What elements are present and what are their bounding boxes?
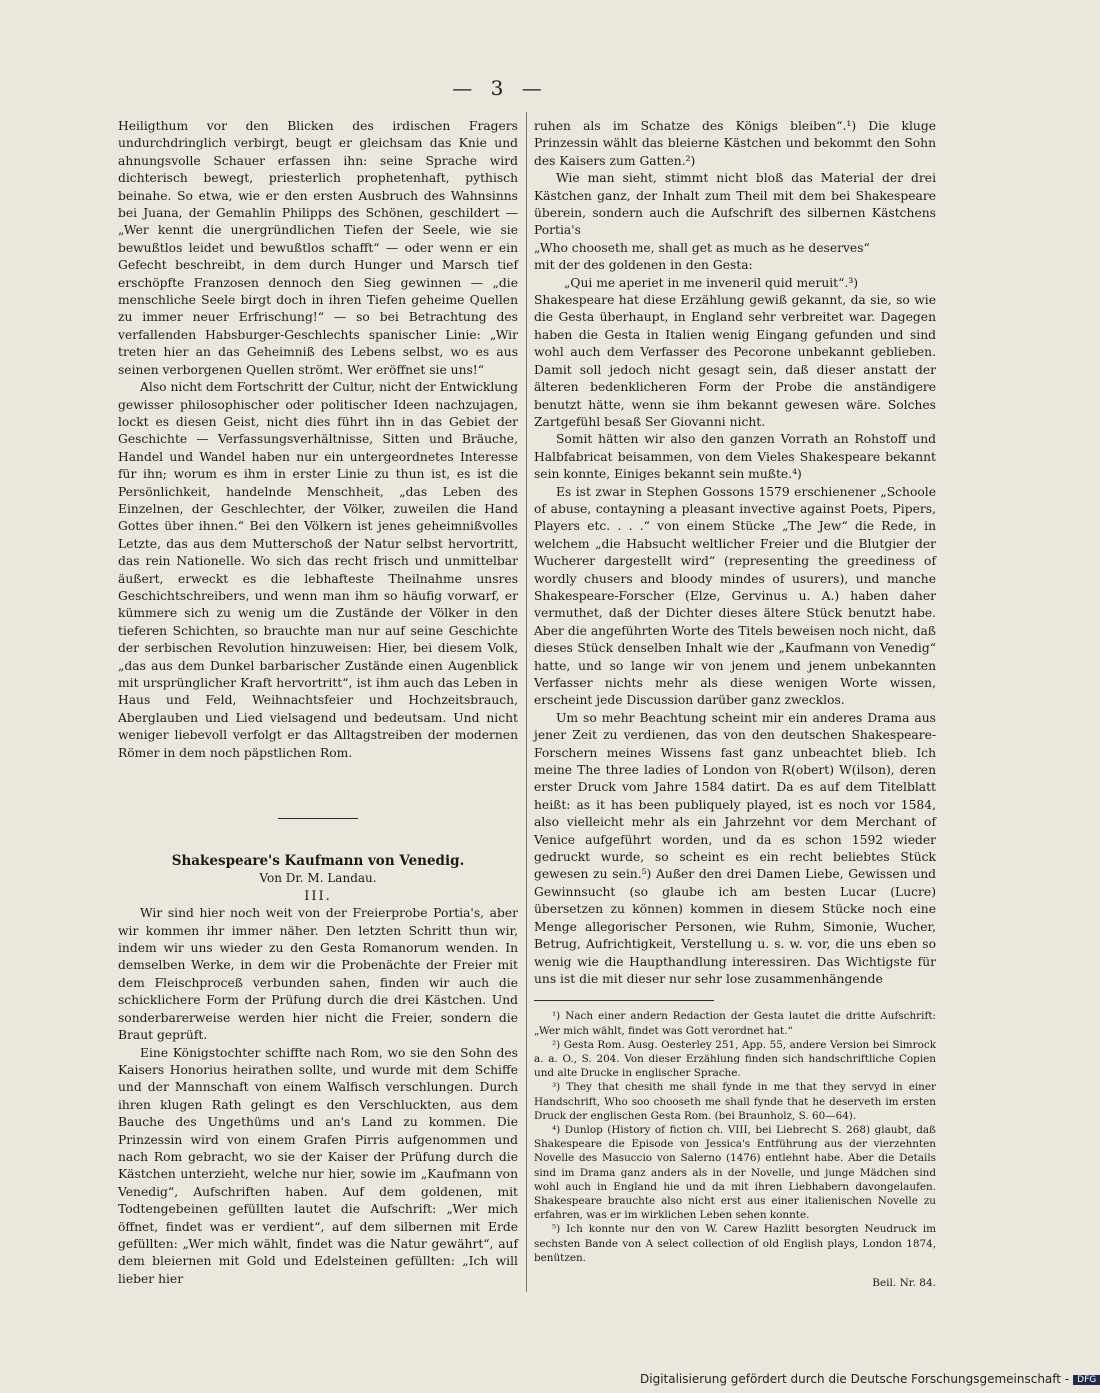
quote-latin: „Qui me aperiet in me inveneril quid meruit“.³) <box>564 275 859 290</box>
footnote-3: ³) They that chesith me shall fynde in me that they servyd in einer Handschrift, Who soo chooseth me shall fynde that he deserveth im ersten Druck der englischen Gesta Rom. (bei Braunholz, S. 60—64). <box>534 1081 936 1122</box>
right-paragraph-5: Somit hätten wir also den ganzen Vorrath an Rohstoff und Halbfabricat beisammen, von dem Vieles Shakespeare bekannt sein konnte, Einiges bekannt sein mußte.⁴) <box>534 432 936 482</box>
section-divider <box>278 818 358 819</box>
right-paragraph-4: Shakespeare hat diese Erzählung gewiß gekannt, da sie, so wie die Gesta überhaupt, in England sehr verbreitet war. Dagegen haben die Gesta in Italien wenig Eingang gefunden und sind wohl auch dem Verfasser des Pecorone unbekannt geblieben. Damit soll jedoch nicht gesagt sein, daß dieser anstatt der älteren bedenklicheren Form der Probe die anständigere benutzt hätte, wenn sie ihm bekannt gewesen wäre. Solches Zartgefühl besaß Ser Giovanni nicht. <box>534 293 936 429</box>
right-paragraph-7: Um so mehr Beachtung scheint mir ein anderes Drama aus jener Zeit zu verdienen, das von den deutschen Shakespeare-Forschern meines Wissens fast ganz unbeachtet blieb. Ich meine The three ladies of London von R(obert) W(ilson), deren erster Druck vom Jahre 1584 datirt. Da es auf dem Titelblatt heißt: as it has been publiquely played, ist es noch vor 1584, also vielleicht mehr als ein Jahrzehnt vor dem Merchant of Venice aufgeführt worden, und da es schon 1592 wieder gedruckt wurde, so scheint es ein recht beliebtes Stück gewesen zu sein.⁵) Außer den drei Damen Liebe, Gewissen und Gewinnsucht (so glaube ich am besten Lucar (Lucre) übersetzen zu können) kommen in diesem Stücke noch eine Menge allegorischer Personen, wie Ruhm, Simonie, Wucher, Betrug, Aufrichtigkeit, Verstellung u. s. w. vor, die uns eben so wenig wie die Haupthandlung interessiren. Das Wichtigste für uns ist die mit dieser nur sehr lose zusammenhängende <box>534 710 936 986</box>
footer-text: Digitalisierung gefördert durch die Deutsche Forschungsgemeinschaft - <box>640 1372 1070 1386</box>
page-number: — 3 — <box>452 76 548 100</box>
article-author: Von Dr. M. Landau. <box>259 871 377 886</box>
digitization-footer <box>640 1372 1100 1386</box>
quote-english: „Who chooseth me, shall get as much as he deserves“ <box>534 240 870 255</box>
right-paragraph-2: Wie man sieht, stimmt nicht bloß das Material der drei Kästchen ganz, der Inhalt zum Theil mit dem bei Shakespeare überein, sondern auch die Aufschrift des silbernen Kästchens Portia's <box>534 171 936 238</box>
left-paragraph-1: Heiligthum vor den Blicken des irdischen Fragers undurchdringlich verbirgt, beugt er gleichsam das Knie und ahnungsvolle Schauer erfassen ihn: seine Sprache wird dichterisch bewegt, priesterlich prophetenhaft, pythisch beinahe. So etwa, wie er den ersten Ausbruch des Wahnsinns bei Juana, der Gemahlin Philipps des Schönen, geschildert — „Wer kennt die unergründlichen Tiefen der Seele, wie sie bewußtlos leidet und bewußtlos schafft“ — oder wenn er ein Gefecht beschreibt, in dem durch Hunger und Marsch tief erschöpfte Franzosen dennoch den Sieg gewinnen — „die menschliche Seele birgt doch in ihren Tiefen geheime Quellen zu immer neuer Erfrischung!“ — so bei Betrachtung des verfallenden Habsburger-Geschlechts spanischer Linie: „Wir treten hier an das Geheimniß des Lebens selbst, wo es aus seinen verborgenen Quellen strömt. Wer eröffnet sie uns!“ <box>118 119 518 377</box>
supplement-number: Beil. Nr. 84. <box>872 1276 936 1289</box>
right-paragraph-6: Es ist zwar in Stephen Gossons 1579 erschienener „Schoole of abuse, contayning a pleasant invective against Poets, Pipers, Players etc. . . .“ von einem Stücke „The Jew“ die Rede, in welchem „die Habsucht weltlicher Freier und die Blutgier der Wucherer dargestellt wird“ (representing the greediness of wordly chusers and bloody mindes of usurers), und manche Shakespeare-Forscher (Elze, Gervinus u. A.) haben daher vermuthet, daß der Dichter dieses ältere Stück benutzt habe. Aber die angeführten Worte des Titels beweisen noch nicht, daß dieses Stück denselben Inhalt wie der „Kaufmann von Venedig“ hatte, und so lange wir von jenem und jenem unbekannten Verfasser nichts mehr als diese wenigen Worte wissen, erscheint jede Discussion darüber ganz zwecklos. <box>534 484 936 708</box>
left-paragraph-2: Also nicht dem Fortschritt der Cultur, nicht der Entwicklung gewisser philosophischer oder politischer Ideen nachzujagen, lockt es diesen Geist, nicht dies führt ihn in das Gebiet der Geschichte — Verfassungsverhältnisse, Sitten und Bräuche, Handel und Wandel haben nur ein untergeordnetes Interesse für ihn; worum es ihm in erster Linie zu thun ist, es ist die Persönlichkeit, handelnde Menschheit, „das Leben des Einzelnen, der Geschlechter, der Völker, zuweilen die Hand Gottes über ihnen.“ Bei den Völkern ist jenes geheimnißvolles Letzte, das aus dem Mutterschoß der Natur selbst hervortritt, das rein Nationelle. Wo sich das recht frisch und unmittelbar äußert, erweckt es die lebhafteste Theilnahme unsres Geschichtschreibers, und wenn man ihm so häufig vorwarf, er kümmere sich zu wenig um die Zustände der Völker in den tieferen Schichten, so brauchte man nur auf seine Geschichte der serbischen Revolution hinzuweisen: Hier, bei diesem Volk, „das aus dem Dunkel barbarischer Zustände einen Augenblick mit ursprünglicher Kraft hervortritt“, ist ihm auch das Leben in Haus und Feld, Weihnachtsfeier und Hochzeitsbrauch, Aberglauben und Lied vielsagend und bedeutsam. Und nicht weniger liebevoll verfolgt er das Alltagstreiben der modernen Römer in dem noch päpstlichen Rom. <box>118 380 518 760</box>
right-paragraph-3: mit der des goldenen in den Gesta: <box>534 258 753 273</box>
dfg-logo: DFG <box>1073 1375 1100 1385</box>
footnotes <box>534 1009 936 1265</box>
footnote-4: ⁴) Dunlop (History of fiction ch. VIII, bei Liebrecht S. 268) glaubt, daß Shakespeare die Episode von Jessica's Entführung aus der vierzehnten Novelle des Masuccio von Salerno (1476) entlehnt habe. Aber die Details sind im Drama ganz anders als in der Novelle, und junge Mädchen sind wohl auch in England hie und da mit ihren Liebhabern davongelaufen. Shakespeare brauchte also nicht erst aus einer italienischen Novelle zu erfahren, was er im wirklichen Leben sehen konnte. <box>534 1123 936 1222</box>
footnote-1: ¹) Nach einer andern Redaction der Gesta lautet die dritte Aufschrift: „Wer mich wählt, findet was Gott verordnet hat.“ <box>534 1010 936 1037</box>
left-paragraph-4: Eine Königstochter schiffte nach Rom, wo sie den Sohn des Kaisers Honorius heirathen sollte, und wurde mit dem Schiffe und der Mannschaft von einem Walfisch verschlungen. Durch ihren klugen Rath gelingt es den Verschluckten, aus dem Bauche des Ungethüms und an's Land zu kommen. Die Prinzessin wird von einem Grafen Pirris aufgenommen und nach Rom gebracht, wo sie der Kaiser der Prüfung durch die Kästchen unterzieht, welche nur hier, sowie im „Kaufmann von Venedig“, Aufschriften haben. Auf dem goldenen, mit Todtengebeinen gefüllten lautet die Aufschrift: „Wer mich öffnet, findet was er verdient“, auf dem silbernen mit Erde gefüllten: „Wer mich wählt, findet was die Natur gewährt“, auf dem bleiernen mit Gold und Edelsteinen gefüllten: „Ich will lieber hier <box>118 1045 518 1286</box>
article-title: Shakespeare's Kaufmann von Venedig. <box>171 853 465 870</box>
right-column <box>534 118 936 1292</box>
footnote-divider <box>534 1000 714 1001</box>
column-divider <box>526 112 527 1292</box>
left-paragraph-3: Wir sind hier noch weit von der Freierprobe Portia's, aber wir kommen ihr immer näher. Den letzten Schritt thun wir, indem wir uns wieder zu den Gesta Romanorum wenden. In demselben Werke, in dem wir die Probenächte der Freier mit dem Fleischproceß verbunden sahen, finden wir auch die schicklichere Form der Prüfung durch die drei Kästchen. Und sonderbarerweise werden hier nicht die Freier, sondern die Braut geprüft. <box>118 906 518 1043</box>
footnote-2: ²) Gesta Rom. Ausg. Oesterley 251, App. 55, andere Version bei Simrock a. a. O., S. 204. Von dieser Erzählung finden sich handschriftliche Copien und alte Drucke in englischer Sprache. <box>534 1038 936 1080</box>
right-paragraph-1: ruhen als im Schatze des Königs bleiben“.¹) Die kluge Prinzessin wählt das bleierne Kästchen und bekommt den Sohn des Kaisers zum Gatten.²) <box>534 119 936 168</box>
article-part: III. <box>304 888 332 904</box>
footnote-5: ⁵) Ich konnte nur den von W. Carew Hazlitt besorgten Neudruck im sechsten Bande von A select collection of old English plays, London 1874, benützen. <box>534 1223 936 1264</box>
left-column <box>118 118 518 1288</box>
